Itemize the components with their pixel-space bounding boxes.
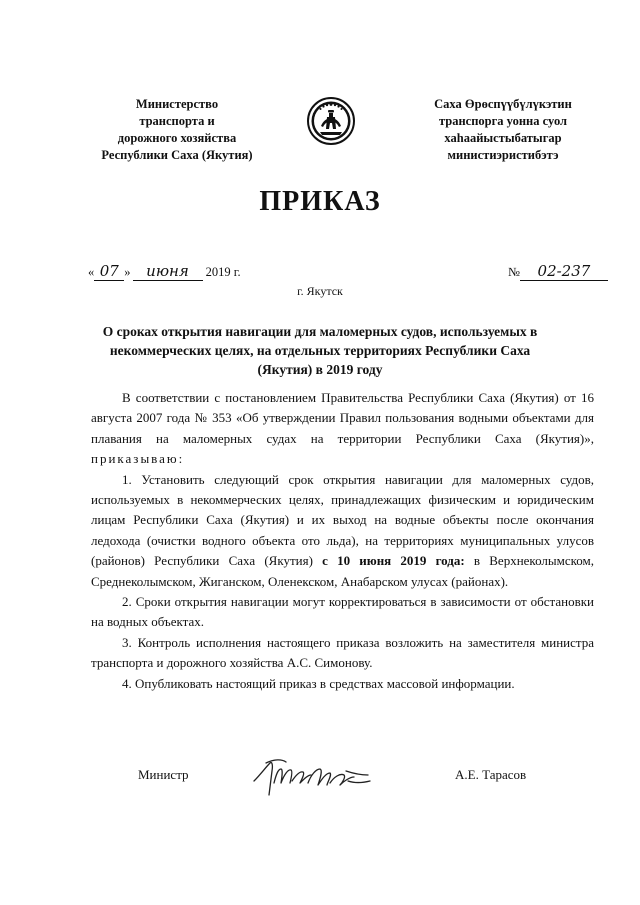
order-subject: О сроках открытия навигации для маломерных судов, используемых в некоммерческих целях, на отдельных территориях Республики Саха (Якутия) в 2019 году xyxy=(102,324,538,377)
signature-block xyxy=(0,757,640,805)
order-city: г. Якутск xyxy=(297,284,343,298)
ministry-name-yakut xyxy=(400,96,606,164)
ministry-name-line: Саха Өрөспүүбүлүкэтин xyxy=(434,97,572,111)
preamble-text: В соответствии с постановлением Правительства Республики Саха (Якутия) от 16 августа 2007 года № 353 «Об утверждении Правил пользования водными объектами для плавания на маломерных судах на территории Республики Саха (Якутия)», xyxy=(91,390,594,446)
handwritten-signature-icon xyxy=(248,753,376,801)
order-number-handwritten: 02-237 xyxy=(520,262,608,281)
order-month-handwritten: июня xyxy=(133,262,203,281)
item-1-date: с 10 июня 2019 года: xyxy=(322,553,465,569)
item-1-tail: в Верхнеколымском, Среднеколымском, Жиганском, Оленекском, Анабарском улусах (районах). xyxy=(91,553,595,589)
ministry-name-line: Министерство xyxy=(135,97,219,111)
ministry-name-line: транспорта и xyxy=(139,114,215,128)
item-2: 2. Сроки открытия навигации могут корректироваться в зависимости от обстановки на водных объектах. xyxy=(91,594,594,630)
order-date xyxy=(88,262,241,281)
item-1 xyxy=(91,470,594,592)
order-word: приказываю: xyxy=(91,451,185,467)
order-day-handwritten: 07 xyxy=(94,262,124,281)
ministry-name-line: дорожного хозяйства xyxy=(117,131,237,145)
order-number xyxy=(508,262,608,281)
order-year: 2019 г. xyxy=(205,265,241,279)
item-3: 3. Контроль исполнения настоящего приказа возложить на заместителя министра транспорта и дорожного хозяйства А.С. Симонову. xyxy=(91,634,594,671)
item-1-text: 1. Установить следующий срок открытия навигации для маломерных судов, используемых в некоммерческих целях, принадлежащих физическим и юридическим лицам Республики Саха (Якутия) и их выход на водные объекты после окончания ледохода (очистки водного объекта ото льда), на территориях муниципальных улусов (районов) Республики Саха (Якутия) xyxy=(91,471,594,569)
ministry-name-line: транспорга уонна суол xyxy=(438,114,568,128)
document-title: ПРИКАЗ xyxy=(259,186,381,217)
ministry-name-line: хаһаайыстыбатыгар xyxy=(444,131,562,145)
date-quote-open: « xyxy=(88,265,95,279)
ministry-name-russian xyxy=(68,96,286,164)
order-body xyxy=(91,388,594,694)
item-4: 4. Опубликовать настоящий приказ в средствах массовой информации. xyxy=(122,675,515,691)
yakutia-coat-of-arms-icon xyxy=(306,96,356,146)
date-quote-close: » xyxy=(124,265,131,279)
preamble-paragraph xyxy=(91,388,594,470)
signer-title: Министр xyxy=(138,767,189,782)
ministry-name-line: министиэристибэтэ xyxy=(447,148,559,162)
ministry-name-line: Республики Саха (Якутия) xyxy=(101,148,253,162)
number-sign: № xyxy=(508,265,520,279)
signer-name: А.Е. Тарасов xyxy=(455,767,527,782)
